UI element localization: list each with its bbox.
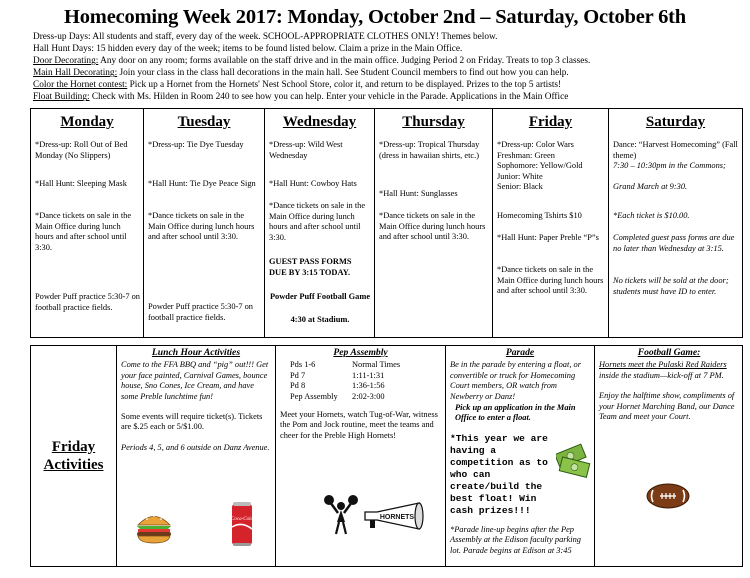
application-paragraph: Pick up an application in the Main Office to enter a float. — [455, 403, 576, 423]
intro-label: Hall Hunt Days: — [33, 44, 94, 55]
lunch-paragraph: Come to the FFA BBQ and “pig” out!!! Get your face painted, Carnival Games, bounce house, Sno Cones, Ice Cream, and have some Preble lunchtime fun! — [121, 360, 269, 401]
powder-puff-text: Powder Puff practice 5:30-7 on football practice fields. — [35, 292, 140, 312]
megaphone-icon — [361, 501, 429, 531]
dance-title-text: Dance: “Harvest Homecoming” (Fall theme) — [613, 140, 738, 160]
hall-hunt-text: *Hall Hunt: Cowboy Hats — [269, 179, 357, 188]
intro-label: Color the Hornet contest: — [33, 80, 128, 91]
dance-tickets-text: *Dance tickets on sale in the Main Office during lunch hours and after school until 3:30. — [269, 201, 366, 242]
dress-up-text: *Dress-up: Tie Dye Tuesday — [148, 140, 244, 149]
float-competition-paragraph: *This year we are having a competition as to who can create/build the best float! Win cash prizes!!! — [450, 432, 548, 516]
intro-section — [33, 31, 733, 104]
intro-label: Float Building: — [33, 92, 90, 103]
halftime-paragraph: Enjoy the halftime show, compliments of your Hornet Marching Band, our Dance Team and meet your Court. — [599, 391, 735, 422]
soda-brand-text: Coca-Cola — [231, 517, 253, 522]
hall-hunt-text: *Hall Hunt: Paper Preble “P”s — [497, 233, 599, 242]
dress-up-text: *Dress-up: Roll Out of Bed Monday (No Slippers) — [35, 140, 128, 160]
parade-section — [446, 346, 594, 566]
day-heading: Wednesday — [282, 114, 357, 130]
opponent-text: Hornets meet the Pulaski Red Raiders — [599, 360, 727, 370]
day-column-friday — [493, 109, 608, 337]
ticket-price-text: *Each ticket is $10.00. — [613, 211, 690, 220]
megaphone-text: HORNETS — [379, 514, 415, 521]
schedule-row: Pd 8 1:36-1:56 — [290, 381, 385, 391]
intro-line: Float Building: Check with Ms. Hilden in Room 240 to see how you can help. Enter your vehicle in the Parade. Applications in the Main Office — [33, 92, 569, 103]
dress-up-text: *Dress-up: Wild West Wednesday — [269, 140, 343, 160]
intro-line: Main Hall Decorating: Join your class in the class hall decorations in the main hall. See Student Council members to find out how you can help. — [33, 68, 569, 79]
day-heading: Saturday — [645, 114, 706, 130]
cheerleader-icon — [324, 493, 358, 535]
dance-tickets-text: *Dance tickets on sale in the Main Office during lunch hours and after school until 3:30. — [497, 265, 604, 296]
lunch-heading: Lunch Hour Activities — [151, 347, 241, 358]
intro-line: Dress-up Days: All students and staff, every day of the week. SCHOOL-APPROPRIATE CLOTHES ONLY! Themes below. — [33, 32, 498, 42]
money-icon — [556, 443, 592, 481]
pep-schedule — [280, 360, 441, 402]
powder-puff-text: Powder Puff practice 5:30-7 on football practice fields. — [148, 302, 253, 322]
dress-up-text: *Dress-up: Tropical Thursday (dress in hawaiian shirts, etc.) — [379, 140, 480, 160]
guest-pass-text: GUEST PASS FORMS DUE BY 3:15 TODAY. — [269, 257, 352, 277]
stadium-time-text: 4:30 at Stadium. — [290, 315, 350, 324]
schedule-row: Pd 7 1:11-1:31 — [290, 370, 385, 380]
football-heading: Football Game: — [637, 347, 701, 358]
pep-paragraph: Meet your Hornets, watch Tug-of-War, witness the Pom and Jock routine, meet the teams and cheer for the Preble High Hornets! — [280, 410, 438, 440]
football-icon — [645, 482, 691, 510]
hall-hunt-text: *Hall Hunt: Sunglasses — [379, 189, 458, 198]
friday-activities-table — [30, 345, 743, 567]
day-heading: Thursday — [402, 114, 465, 130]
day-column-saturday — [609, 109, 742, 337]
location-paragraph: Periods 4, 5, and 6 outside on Danz Avenue. — [121, 442, 270, 452]
guest-pass-text: Completed guest pass forms are due no later than Wednesday at 3:15. — [613, 233, 735, 253]
grand-march-text: Grand March at 9:30. — [613, 182, 688, 191]
lineup-paragraph: *Parade line-up begins after the Pep Assembly at the Edison faculty parking lot. Parade begins at Edison at 3:45 — [450, 524, 581, 555]
dance-tickets-text: *Dance tickets on sale in the Main Office during lunch hours and after school until 3:30. — [148, 211, 255, 242]
day-column-monday — [31, 109, 143, 337]
intro-label: Dress-up Days: — [33, 32, 91, 42]
day-column-thursday — [375, 109, 492, 337]
intro-label: Main Hall Decorating: — [33, 68, 118, 79]
schedule-row: Pep Assembly 2:02-3:00 — [290, 391, 385, 401]
page-title: Homecoming Week 2017: Monday, October 2nd – Saturday, October 6th — [64, 6, 686, 28]
dance-tickets-text: *Dance tickets on sale in the Main Office during lunch hours and after school until 3:30. — [379, 211, 486, 242]
ticket-info-paragraph: Some events will require ticket(s). Tickets are $.25 each or 5/$1.00. — [121, 412, 263, 432]
no-door-sales-text: No tickets will be sold at the door; students must have ID to enter. — [613, 276, 729, 296]
lunch-hour-section — [117, 346, 275, 566]
parade-paragraph: Be in the parade by entering a float, or convertible or truck for Homecoming Court members, OR watch from Newberry or Danz! — [450, 360, 581, 401]
pep-assembly-section — [276, 346, 445, 566]
intro-line: Hall Hunt Days: 15 hidden every day of the week; items to be found listed below. Claim a prize in the Main Office. — [33, 44, 463, 55]
day-heading: Tuesday — [177, 114, 231, 130]
intro-line: Door Decorating: Any door on any room; forms available on the staff drive and in the main office. Judging Period 2 on Friday. Treats to top 3 classes. — [33, 56, 591, 67]
powder-puff-game-text: Powder Puff Football Game — [269, 292, 371, 301]
day-column-tuesday — [144, 109, 264, 337]
week-schedule-table — [30, 108, 743, 338]
intro-line: Color the Hornet contest: Pick up a Hornet from the Hornets' Nest School Store, color it, and return to be displayed. Prizes to the top 5 artists! — [33, 80, 562, 91]
soda-can-icon — [229, 501, 255, 547]
friday-activities-label-cell — [31, 346, 116, 566]
game-info-paragraph: Hornets meet the Pulaski Red Raiders inside the stadium—kick-off at 7 PM. — [599, 360, 727, 380]
hall-hunt-text: *Hall Hunt: Tie Dye Peace Sign — [148, 179, 256, 188]
hall-hunt-text: *Hall Hunt: Sleeping Mask — [35, 179, 127, 188]
football-game-section — [595, 346, 743, 566]
dance-time-text: 7:30 – 10:30pm in the Commons; — [613, 161, 726, 170]
dress-up-text: *Dress-up: Color Wars Freshman: Green Sophomore: Yellow/Gold Junior: White Senior: Black — [497, 140, 583, 192]
day-column-wednesday — [265, 109, 374, 337]
day-heading: Monday — [60, 114, 114, 130]
schedule-row: Pds 1-6 Normal Times — [290, 360, 401, 370]
tshirts-text: Homecoming Tshirts $10 — [497, 211, 582, 220]
friday-activities-label: Friday Activities — [43, 439, 104, 473]
day-heading: Friday — [528, 114, 573, 130]
parade-heading: Parade — [505, 347, 535, 358]
intro-label: Door Decorating: — [33, 56, 99, 67]
dance-tickets-text: *Dance tickets on sale in the Main Office during lunch hours and after school until 3:30. — [35, 211, 132, 252]
pep-heading: Pep Assembly — [333, 347, 388, 358]
hamburger-icon — [135, 510, 173, 544]
